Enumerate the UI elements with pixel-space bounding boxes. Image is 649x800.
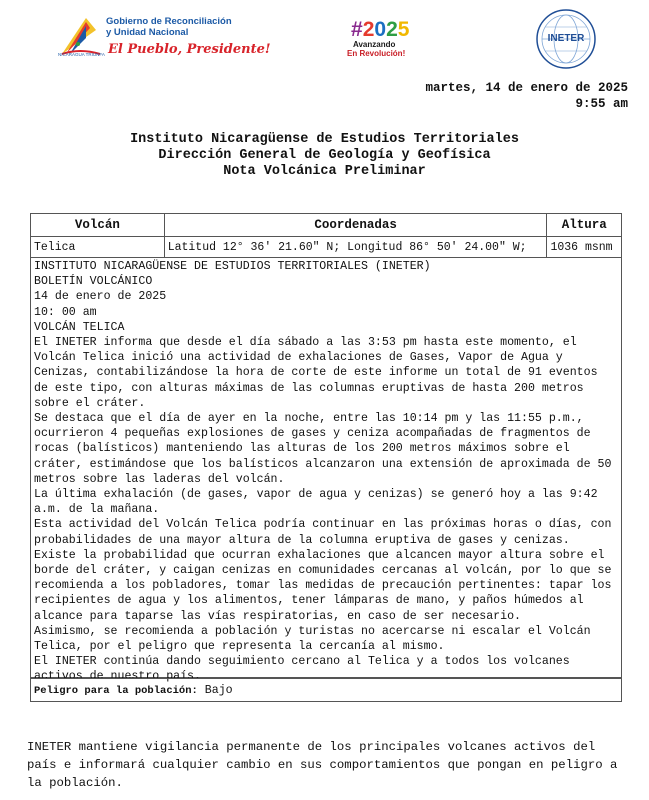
bulletin-paragraph: Esta actividad del Volcán Telica podría continuar en las próximas horas o días, con probabilidades de una mayor altura de la columna eruptiva de gases y cenizas. (34, 518, 612, 547)
ineter-logo (535, 8, 597, 70)
campaign-2025-logo (345, 18, 435, 58)
bulletin-text (30, 256, 622, 684)
report-date: martes, 14 de enero de 2025 (425, 81, 628, 95)
report-time: 9:55 am (575, 97, 628, 111)
bulletin-paragraph: La última exhalación (de gases, vapor de agua y cenizas) se generó hoy a las 9:42 a.m. de la mañana. (34, 488, 598, 517)
header-volcan: Volcán (31, 214, 165, 237)
bulletin-line-date: 14 de enero de 2025 (34, 290, 167, 304)
letterhead (0, 0, 649, 72)
gov-logo-small-text: NICARAGUA TRIUNFA (58, 52, 105, 57)
title-note: Nota Volcánica Preliminar (223, 164, 426, 179)
bulletin-paragraph: Existe la probabilidad que ocurran exhalaciones que alcancen mayor altura sobre el borde del cráter, y caigan cenizas en comunidades cercanas al volcán, por lo que se recomienda a los pobladores, tomar las medidas de precaución pertinentes: tapar los recipientes de agua y los alimentos, tener lámparas de mano, y paños húmedos al alcance para taparse las vías respiratorias, en caso de ser necesario. (34, 548, 612, 623)
cell-coordinates: Latitud 12° 36' 21.60" N; Longitud 86° 50' 24.00" W; (164, 237, 547, 258)
footer-note: INETER mantiene vigilancia permanente de los principales volcanes activos del país e informará cualquier cambio en sus comportamientos que pongan en peligro a la población. (27, 740, 618, 790)
gov-logo-line1: Gobierno de Reconciliación (106, 16, 232, 27)
bulletin-line-time: 10: 00 am (34, 305, 97, 319)
header-coordenadas: Coordenadas (164, 214, 547, 237)
campaign-line1: Avanzando (353, 40, 396, 49)
danger-label: Peligro para la población: (34, 685, 198, 697)
table-row (31, 237, 622, 258)
gov-logo-line2: y Unidad Nacional (106, 27, 189, 38)
header-altura: Altura (547, 214, 622, 237)
bulletin-line-title: BOLETÍN VOLCÁNICO (34, 275, 153, 289)
danger-level-row (30, 678, 622, 702)
bulletin-paragraph: Se destaca que el día de ayer en la noche, entre las 10:14 pm y las 11:55 p.m., ocurrieron 4 pequeñas explosiones de gases y ceniza acompañadas de fragmentos de rocas (balísticos) manteniendo las alturas de los 200 metros máximos sobre el cráter, estimándose que los balísticos alcanzaron una extensión de aproximada de 50 metros sobre las laderas del volcán. (34, 412, 612, 486)
cell-volcano-name: Telica (31, 237, 165, 258)
volcano-table (30, 213, 622, 258)
date-time-block (425, 80, 628, 112)
cell-altitude: 1036 msnm (547, 237, 622, 258)
ineter-logo-text: INETER (547, 33, 585, 44)
campaign-year: #2025 (351, 18, 410, 41)
bulletin-paragraph: Asimismo, se recomienda a población y turistas no acercarse ni escalar el Volcán Telica, por el peligro que representa la cercanía al mismo. (34, 624, 591, 654)
gov-logo-slogan: El Pueblo, Presidente! (108, 42, 271, 57)
bulletin-paragraph: El INETER continúa dando seguimiento cercano al Telica y a todos los volcanes activos de nuestro país. (34, 655, 570, 684)
document-titles (0, 132, 649, 180)
danger-value: Bajo (204, 684, 233, 697)
campaign-line2: En Revolución! (347, 49, 406, 58)
table-header-row (31, 214, 622, 237)
bulletin-line-volcano: VOLCÁN TELICA (34, 320, 125, 334)
bulletin-paragraph: El INETER informa que desde el día sábado a las 3:53 pm hasta este momento, el Volcán Telica inició una actividad de exhalaciones de Gases, Vapor de Agua y Cenizas, contabilizándose la hora de corte de este informe un total de 91 eventos de este tipo, con alturas máximas de las columnas eruptivas de hasta 200 metros sobre el cráter. (34, 336, 598, 410)
bulletin-line-institute: INSTITUTO NICARAGÜENSE DE ESTUDIOS TERRITORIALES (INETER) (34, 260, 431, 273)
title-institute: Instituto Nicaragüense de Estudios Territoriales (130, 132, 519, 147)
government-logo (56, 14, 271, 64)
title-direction: Dirección General de Geología y Geofísica (158, 148, 491, 163)
